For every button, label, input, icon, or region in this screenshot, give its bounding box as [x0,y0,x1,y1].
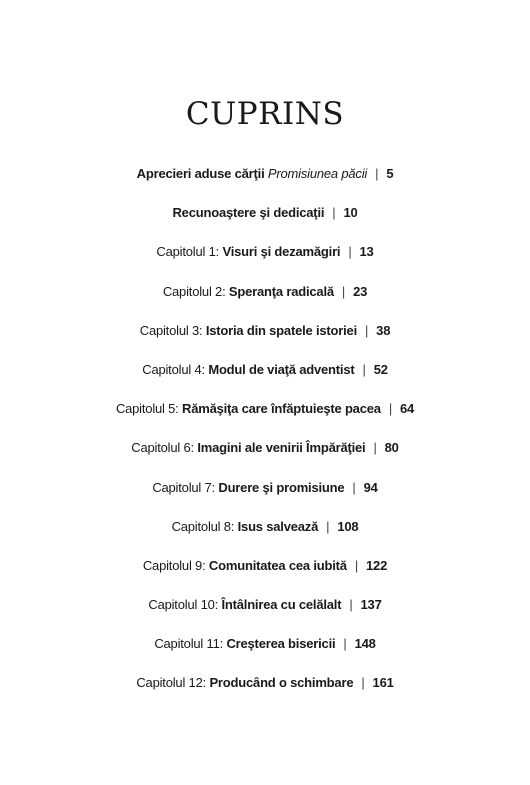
toc-entry-title [209,675,353,690]
toc-entry-title-text: Creşterea bisericii [226,636,336,652]
toc-entry-page-number: 148 [354,636,376,652]
toc-entry-page-number: 5 [386,166,394,181]
toc-entry-chapter-2[interactable] [0,282,530,321]
toc-entry-page-number: 64 [400,401,415,417]
toc-separator: | [361,675,365,691]
toc-entry-title [208,362,354,377]
toc-separator: | [352,479,356,495]
toc-entry-title-text: Isus salvează [237,518,319,534]
toc-entry-chapter-9[interactable] [0,556,530,595]
toc-entry-page-number: 52 [373,361,388,377]
toc-entry-title [218,480,344,495]
toc-entry-title [209,558,347,573]
toc-entry-title-text: Producând o schimbare [209,675,354,691]
toc-entry-title-text: Comunitatea cea iubită [208,557,347,573]
toc-entry-title-italic: Promisiunea păcii [267,166,368,181]
toc-entry-prefix: Capitolul 8: [171,518,238,534]
toc-entry-title-text: Rămăşiţa care înfăptuieşte pacea [182,401,381,417]
toc-entry-prefix: Capitolul 1: [156,244,223,260]
toc-entry-prefix: Capitolul 5: [115,401,182,417]
toc-entry-title [226,636,335,651]
toc-entry-chapter-3[interactable] [0,321,530,360]
toc-entry-title [137,166,367,181]
toc-entry-title [206,323,357,338]
toc-entry-title [197,440,365,455]
toc-entry-acknowledgements[interactable] [0,203,530,242]
toc-entry-prefix: Capitolul 11: [154,636,227,652]
toc-entry-title-text: Durere şi promisiune [218,479,345,495]
toc-separator: | [362,361,366,377]
toc-separator: | [349,597,353,613]
toc-entry-title [172,205,324,220]
toc-separator: | [332,205,336,221]
toc-entry-prefix: Capitolul 6: [131,440,198,456]
toc-entry-prefix: Capitolul 7: [152,479,219,495]
toc-entry-title-text: Aprecieri aduse cărţii [136,166,268,181]
toc-entry-title-text: Întâlnirea cu celălalt [221,597,342,613]
toc-entry-title-text: Visuri şi dezamăgiri [222,244,341,260]
toc-entry-title-text: Recunoaştere şi dedicaţii [172,205,325,221]
table-of-contents [0,164,530,713]
toc-entry-prefix: Capitolul 4: [142,361,209,377]
toc-entry-page-number: 122 [366,557,388,573]
toc-entry-chapter-5[interactable] [0,399,530,438]
toc-entry-title-text: Modul de viaţă adventist [208,361,355,377]
toc-entry-title [229,284,334,299]
toc-entry-title [222,244,340,259]
toc-entry-chapter-12[interactable] [0,673,530,712]
toc-entry-page-number: 23 [353,283,368,299]
toc-entry-prefix: Capitolul 10: [148,597,222,613]
toc-entry-title-text: Istoria din spatele istoriei [205,322,357,338]
toc-entry-prefix: Capitolul 9: [142,557,209,573]
toc-entry-chapter-7[interactable] [0,478,530,517]
toc-entry-page-number: 13 [359,244,374,260]
toc-separator: | [354,557,359,573]
toc-entry-page-number: 137 [360,597,382,613]
toc-separator: | [348,244,352,260]
toc-entry-title [221,597,341,612]
toc-entry-page-number: 94 [363,479,378,495]
toc-entry-chapter-8[interactable] [0,517,530,556]
toc-entry-title [238,519,319,534]
toc-entry-page-number: 161 [372,675,394,691]
toc-separator: | [375,166,379,181]
toc-entry-chapter-6[interactable] [0,438,530,477]
toc-separator: | [364,322,369,338]
toc-entry-prefix: Capitolul 2: [162,283,229,299]
toc-entry-page-number: 108 [337,518,359,534]
toc-separator: | [326,518,330,534]
toc-separator: | [373,440,377,456]
toc-entry-page-number: 10 [343,205,358,221]
toc-entry-chapter-4[interactable] [0,360,530,399]
page-title: CUPRINS [185,96,345,132]
toc-entry-appreciations[interactable] [0,164,530,203]
toc-entry-title [182,401,381,416]
toc-entry-title-text: Speranţa radicală [228,283,334,299]
toc-entry-prefix: Capitolul 3: [139,322,206,338]
toc-entry-chapter-1[interactable] [0,242,530,281]
toc-entry-chapter-10[interactable] [0,595,530,634]
toc-entry-prefix: Capitolul 12: [136,675,210,691]
toc-entry-chapter-11[interactable] [0,634,530,673]
toc-separator: | [388,401,392,417]
toc-separator: | [343,636,347,652]
toc-separator: | [341,283,346,299]
toc-entry-page-number: 80 [384,440,399,456]
toc-entry-title-text: Imagini ale venirii Împărăţiei [197,440,366,456]
toc-entry-page-number: 38 [376,322,391,338]
